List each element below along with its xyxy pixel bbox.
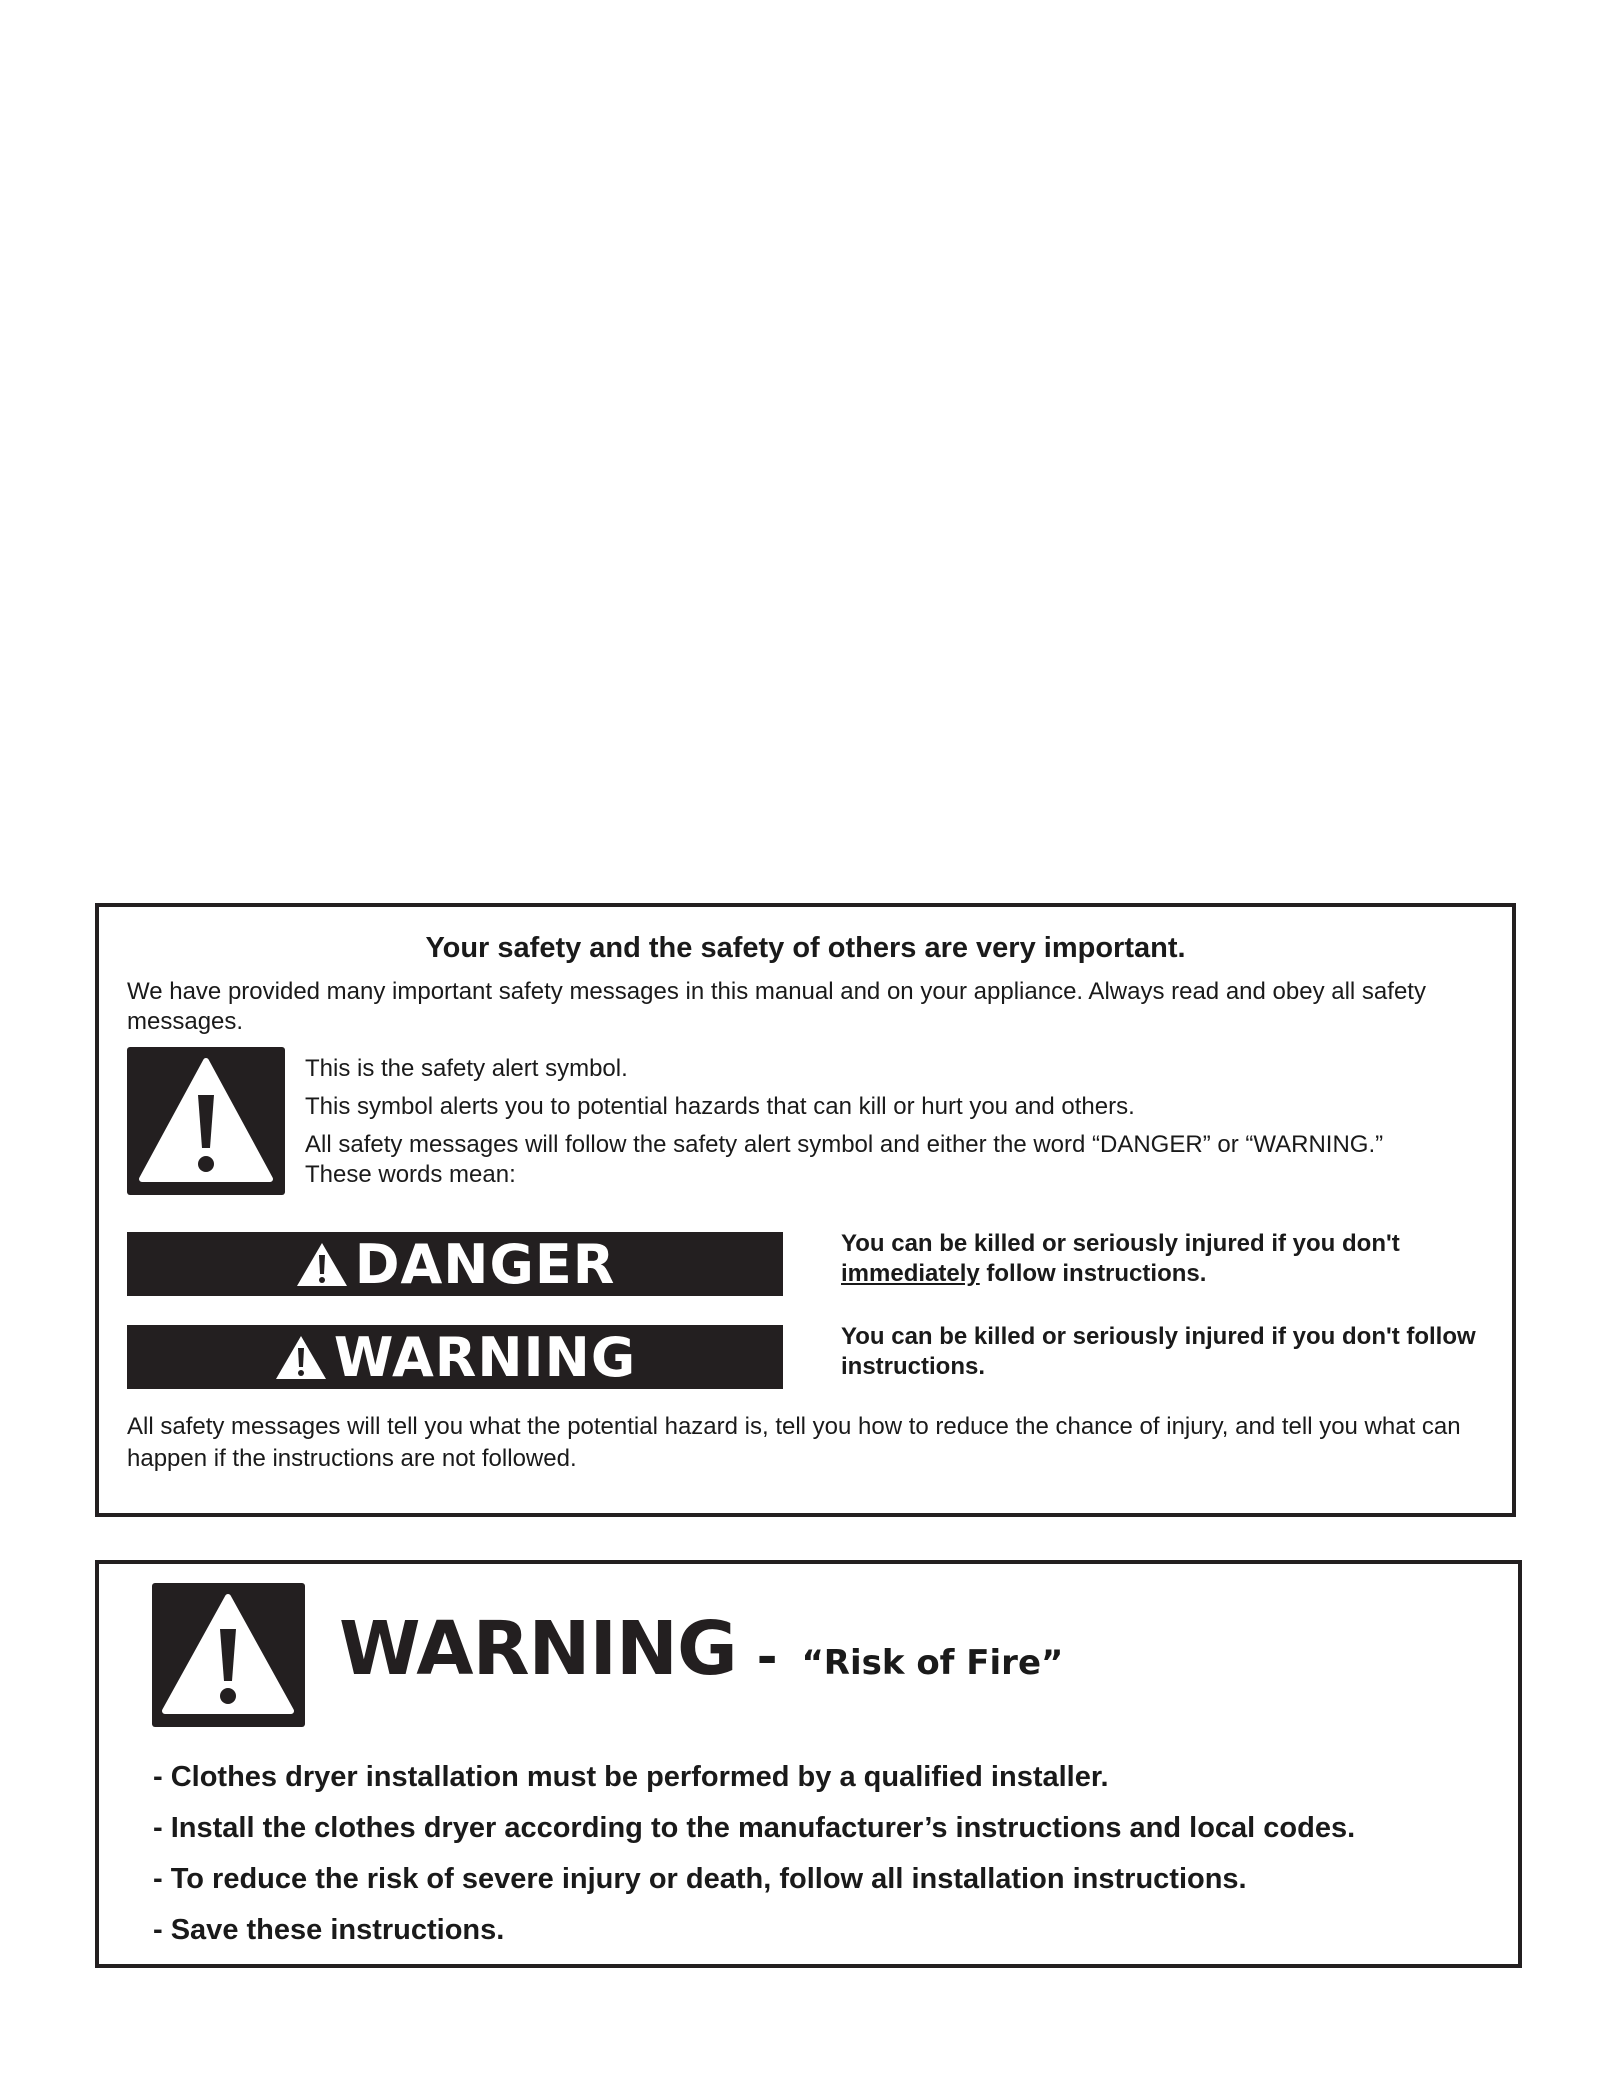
safety-alert-icon (152, 1583, 305, 1727)
safety-message-box (95, 903, 1516, 1517)
alert-line: This is the safety alert symbol. (305, 1055, 628, 1082)
list-item: - Clothes dryer installation must be performed by a qualified installer. (153, 1761, 1109, 1793)
warning-label: WARNING (333, 1325, 637, 1389)
safety-title: Your safety and the safety of others are very important. (425, 932, 1186, 964)
fire-warning-subheading: “Risk of Fire” (801, 1643, 1064, 1683)
danger-desc-text: You can be killed or seriously injured if you don't (841, 1230, 1400, 1257)
safety-alert-icon (127, 1047, 285, 1195)
fire-warning-word: WARNING (339, 1606, 737, 1692)
danger-label: DANGER (354, 1232, 616, 1296)
fire-warning-box (95, 1560, 1522, 1968)
safety-alert-icon (295, 1240, 349, 1288)
danger-desc-text-end: follow instructions. (979, 1260, 1207, 1287)
list-item: - Save these instructions. (153, 1914, 505, 1946)
danger-desc-emphasis: immediately (841, 1260, 980, 1287)
list-item: - Install the clothes dryer according to the manufacturer’s instructions and local codes. (153, 1812, 1356, 1844)
warning-description: You can be killed or seriously injured if you don't follow instructions. (841, 1323, 1476, 1380)
list-item: - To reduce the risk of severe injury or death, follow all installation instructions. (153, 1863, 1247, 1895)
alert-line: All safety messages will follow the safety alert symbol and either the word “DANGER” or “WARNING.” These words mean: (305, 1131, 1384, 1188)
danger-description (841, 1229, 1501, 1289)
safety-intro: We have provided many important safety messages in this manual and on your appliance. Always read and obey all safety messages. (127, 978, 1426, 1035)
safety-closing: All safety messages will tell you what the potential hazard is, tell you how to reduce the chance of injury, and tell you what can happen if the instructions are not followed. (127, 1413, 1461, 1472)
safety-alert-icon (274, 1333, 328, 1381)
danger-signal-bar (127, 1232, 783, 1296)
fire-instruction-list (153, 1752, 1355, 1956)
fire-warning-dash: - (756, 1628, 778, 1686)
warning-signal-bar (127, 1325, 783, 1389)
alert-line: This symbol alerts you to potential hazards that can kill or hurt you and others. (305, 1093, 1135, 1120)
fire-warning-heading (339, 1606, 1063, 1692)
safety-alert-explanation (305, 1054, 1455, 1190)
